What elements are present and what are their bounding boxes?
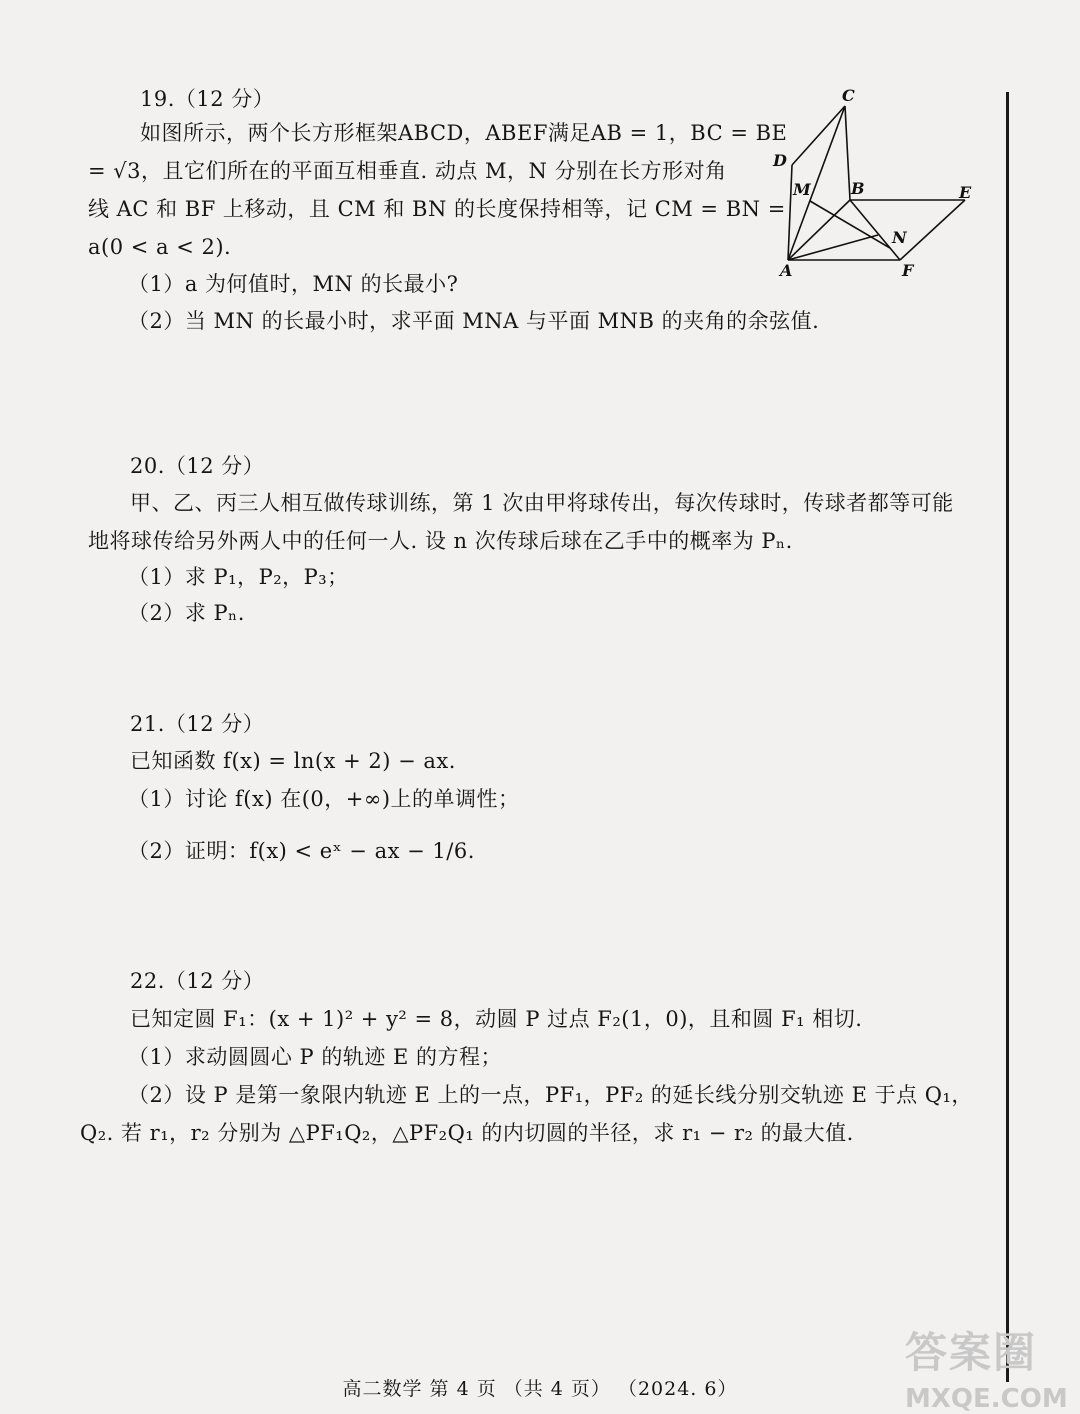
q20-part-1: （1）求 P₁，P₂，P₃；	[128, 565, 349, 589]
edge-FE	[900, 200, 965, 260]
label-A: A	[780, 261, 793, 280]
watermark-logo	[905, 1320, 1068, 1414]
edge-DC	[792, 106, 845, 165]
q22-text: 已知定圆 F₁：(x + 1)² + y² = 8，动圆 P 过点 F₂(1，0)，且和圆 F₁ 相切.	[130, 1007, 863, 1031]
label-E: E	[959, 183, 972, 202]
watermark-title: 答案圈	[905, 1328, 1038, 1377]
margin-rule	[1006, 92, 1009, 1382]
q20-text-line-1: 甲、乙、丙三人相互做传球训练，第 1 次由甲将球传出，每次传球时，传球者都等可能	[130, 491, 954, 515]
q20-heading: 20.（12 分）	[130, 454, 265, 478]
label-B: B	[851, 179, 865, 198]
q19-text-line-4: a(0 < a < 2).	[88, 235, 232, 259]
watermark-url: MXQE.COM	[905, 1384, 1068, 1414]
q19-text-line-2: = √3，且它们所在的平面互相垂直. 动点 M，N 分别在长方形对角	[88, 159, 727, 183]
q21-text: 已知函数 f(x) = ln(x + 2) − ax.	[130, 749, 456, 773]
q19-part-2: （2）当 MN 的长最小时，求平面 MNA 与平面 MNB 的夹角的余弦值.	[128, 309, 820, 333]
edge-AD	[788, 165, 792, 260]
edge-CB	[845, 106, 850, 200]
q19-heading: 19.（12 分）	[140, 87, 275, 111]
segment-MN	[810, 201, 890, 248]
q21-part-2: （2）证明：f(x) < eˣ − ax − 1/6.	[128, 839, 475, 863]
q21-heading: 21.（12 分）	[130, 712, 265, 736]
q22-part-1: （1）求动圆圆心 P 的轨迹 E 的方程；	[128, 1045, 503, 1069]
label-M: M	[793, 180, 811, 199]
q19-figure	[765, 80, 990, 285]
page-footer: 高二数学 第 4 页 （共 4 页） （2024. 6）	[342, 1378, 738, 1400]
q22-heading: 22.（12 分）	[130, 969, 265, 993]
label-N: N	[892, 228, 907, 247]
q22-part-2-line-2: Q₂. 若 r₁，r₂ 分别为 △PF₁Q₂，△PF₂Q₁ 的内切圆的半径，求 r₁ − r₂ 的最大值.	[80, 1121, 854, 1145]
q20-part-2: （2）求 Pₙ.	[128, 601, 245, 625]
label-F: F	[902, 261, 914, 280]
q19-part-1: （1）a 为何值时，MN 的长最小?	[128, 272, 459, 296]
q20-text-line-2: 地将球传给另外两人中的任何一人. 设 n 次传球后球在乙手中的概率为 Pₙ.	[88, 529, 793, 553]
label-D: D	[773, 151, 787, 170]
q21-part-1: （1）讨论 f(x) 在(0，+∞)上的单调性；	[128, 787, 520, 811]
label-C: C	[842, 86, 855, 105]
q22-part-2-line-1: （2）设 P 是第一象限内轨迹 E 上的一点，PF₁，PF₂ 的延长线分别交轨迹 E 于点 Q₁，	[128, 1083, 973, 1107]
q19-text-line-1: 如图所示，两个长方形框架ABCD，ABEF满足AB = 1，BC = BE	[140, 121, 788, 145]
q19-text-line-3: 线 AC 和 BF 上移动，且 CM 和 BN 的长度保持相等，记 CM = BN =	[88, 197, 786, 221]
